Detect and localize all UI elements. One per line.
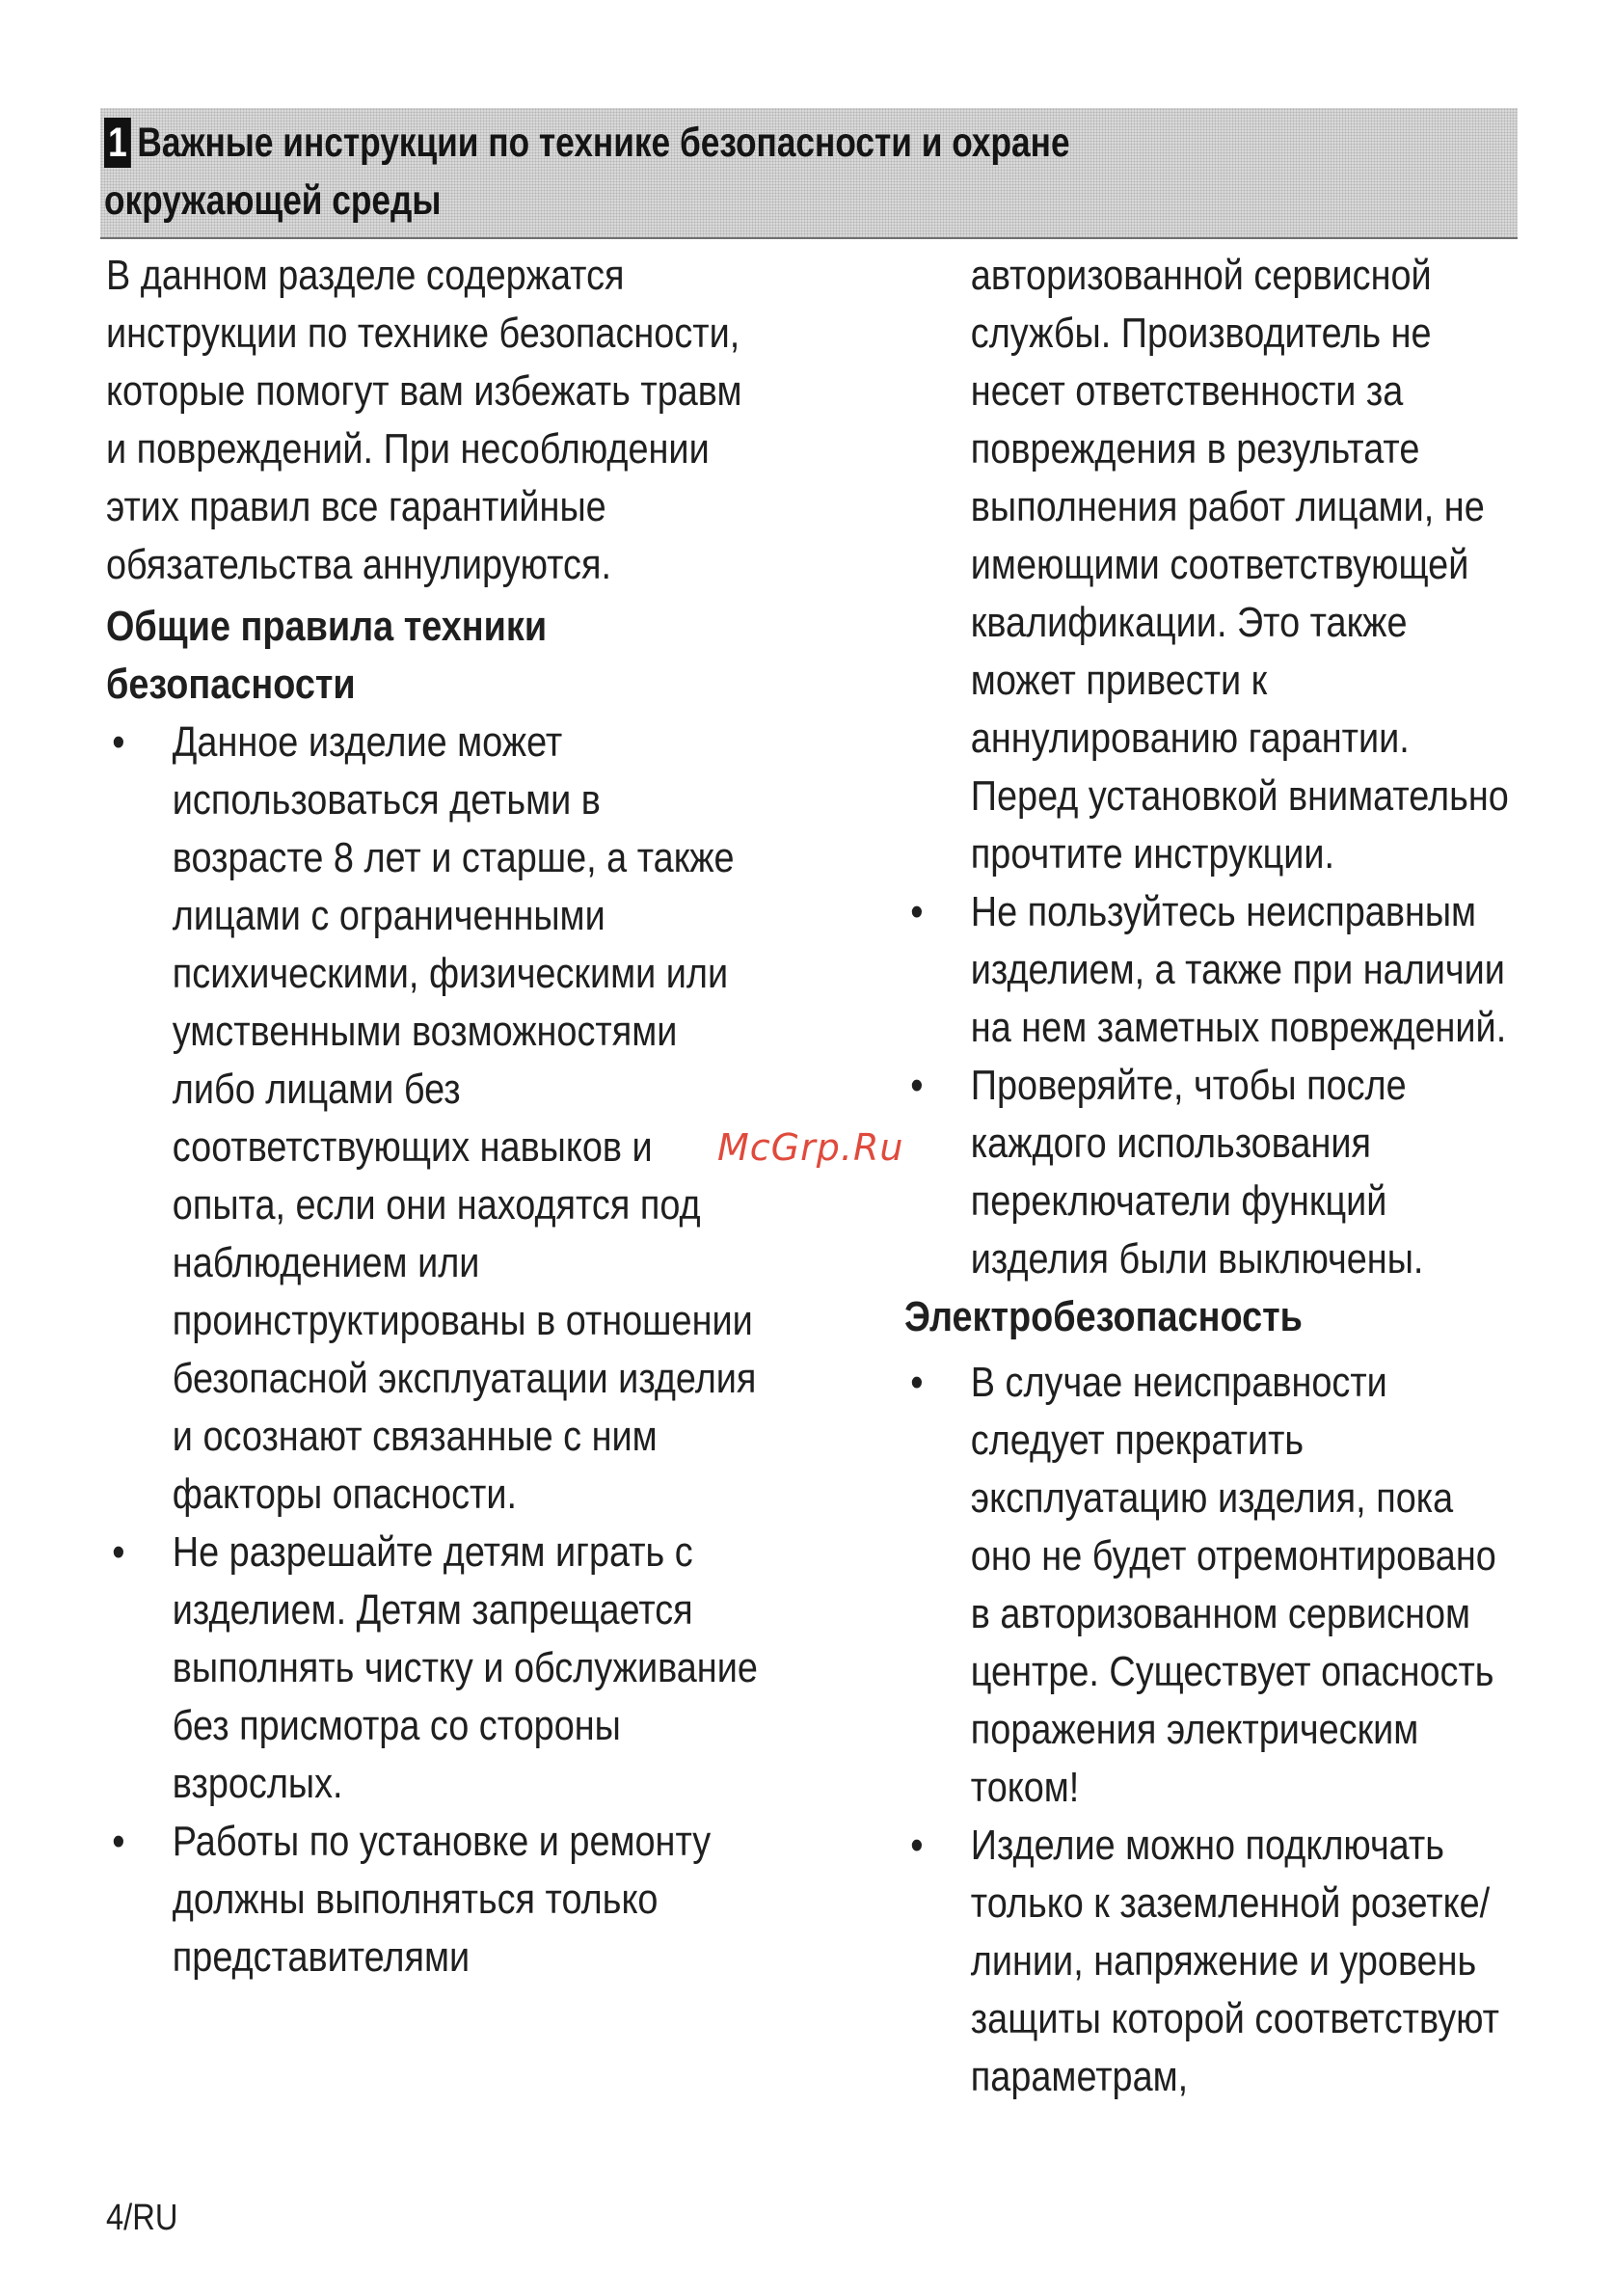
list-item-text: В случае неисправности следует прекратить эксплуатацию изделия, пока оно не будет отремонтировано в авторизованном сервисном центре. Существует опасность поражения электрическим током! bbox=[970, 1359, 1496, 1811]
bullet-icon: • bbox=[910, 1822, 924, 1869]
list-item bbox=[904, 883, 1518, 1057]
watermark: McGrp.Ru bbox=[717, 1126, 904, 1169]
list-item-text: Работы по установке и ремонту должны выполняться только представителями bbox=[172, 1818, 712, 1981]
list-item bbox=[904, 1354, 1518, 1817]
left-column bbox=[106, 247, 761, 1986]
section-header bbox=[100, 108, 1518, 239]
list-item bbox=[106, 1813, 761, 1986]
list-item bbox=[904, 1817, 1518, 2106]
list-item-text: Не пользуйтесь неисправным изделием, а также при наличии на нем заметных повреждений. bbox=[970, 888, 1507, 1051]
bullet-icon: • bbox=[112, 1528, 125, 1576]
bullet-icon: • bbox=[112, 1818, 125, 1865]
bullet-icon: • bbox=[910, 1062, 924, 1109]
electrical-safety-list bbox=[904, 1354, 1518, 2106]
bullet-icon: • bbox=[910, 1359, 924, 1406]
list-item-text: авторизованной сервисной службы. Производитель не несет ответственности за повреждения в результате выполнения работ лицами, не имеющими соответствующей квалификации. Это также может привести к аннулированию гарантии. Перед установкой внимательно прочтите инструкции. bbox=[970, 252, 1509, 878]
electrical-safety-heading: Электробезопасность bbox=[904, 1293, 1303, 1340]
list-item-text: Данное изделие может использоваться детьми в возрасте 8 лет и старше, а также лицами с ограниченными психическими, физическими или умственными возможностями либо лицами без соответствующих навыков и опыта, если они находятся под наблюдением или проинструктированы в отношении безопасной эксплуатации изделия и осознают связанные с ним факторы опасности. bbox=[172, 718, 757, 1518]
section-number: 1 bbox=[104, 118, 131, 168]
list-item bbox=[106, 1524, 761, 1813]
general-safety-heading: Общие правила техники безопасности bbox=[106, 603, 548, 708]
list-item-text: Изделие можно подключать только к заземленной розетке/линии, напряжение и уровень защиты которой соответствуют параметрам, bbox=[970, 1822, 1500, 2100]
intro-paragraph: В данном разделе содержатся инструкции по технике безопасности, которые помогут вам избежать травм и повреждений. При несоблюдении этих правил все гарантийные обязательства аннулируются. bbox=[106, 252, 742, 588]
list-item-text: Проверяйте, чтобы после каждого использования переключатели функций изделия были выключены. bbox=[970, 1062, 1424, 1283]
right-column bbox=[904, 247, 1518, 2106]
general-safety-list-continued bbox=[904, 247, 1518, 1288]
general-safety-list bbox=[106, 714, 761, 1986]
section-title-text: Важные инструкции по технике безопасности и охране окружающей среды bbox=[104, 120, 1070, 224]
list-item-text: Не разрешайте детям играть с изделием. Детям запрещается выполнять чистку и обслуживание без присмотра со стороны взрослых. bbox=[172, 1528, 758, 1807]
list-item bbox=[904, 1057, 1518, 1288]
list-item bbox=[106, 714, 761, 1524]
page-number: 4/RU bbox=[106, 2198, 178, 2238]
bullet-icon: • bbox=[910, 888, 924, 935]
bullet-icon: • bbox=[112, 718, 125, 766]
section-title bbox=[104, 114, 1243, 230]
list-item-continuation bbox=[904, 247, 1518, 883]
